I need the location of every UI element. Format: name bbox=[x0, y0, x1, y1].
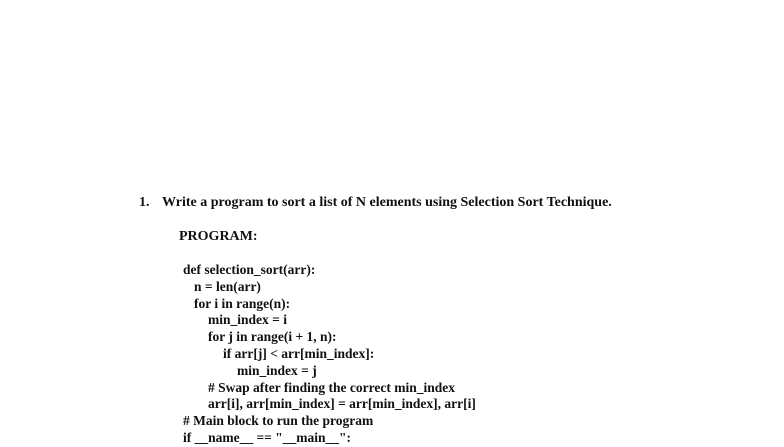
code-line-main-guard: if __name__ == "__main__": bbox=[183, 429, 351, 445]
code-line-min-index: min_index = i bbox=[208, 312, 287, 328]
question-item bbox=[139, 194, 612, 212]
question-number: 1. bbox=[139, 195, 150, 210]
code-line-inner-loop: for j in range(i + 1, n): bbox=[208, 329, 337, 345]
code-line-comment-main: # Main block to run the program bbox=[183, 413, 374, 429]
program-heading: PROGRAM: bbox=[179, 229, 258, 244]
code-line-swap: arr[i], arr[min_index] = arr[min_index], arr[i] bbox=[208, 396, 476, 412]
question-text: Write a program to sort a list of N elements using Selection Sort Technique. bbox=[162, 195, 612, 210]
code-line-update-min: min_index = j bbox=[237, 362, 317, 378]
code-line-len: n = len(arr) bbox=[194, 278, 261, 294]
code-line-comment-swap: # Swap after finding the correct min_index bbox=[208, 379, 455, 395]
code-block bbox=[183, 262, 476, 447]
code-line-outer-loop: for i in range(n): bbox=[194, 295, 291, 311]
code-line-def: def selection_sort(arr): bbox=[183, 262, 316, 277]
code-line-compare: if arr[j] < arr[min_index]: bbox=[223, 345, 375, 361]
